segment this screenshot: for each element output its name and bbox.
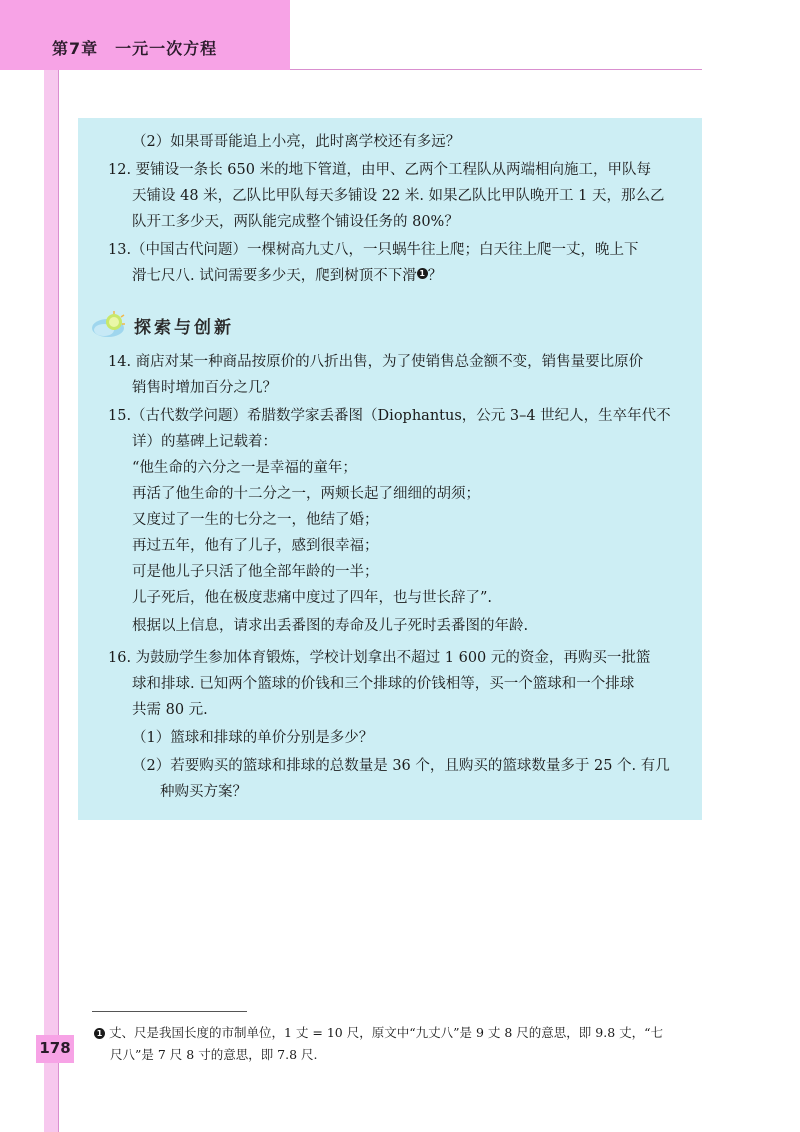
header-rule bbox=[290, 69, 702, 70]
epitaph-line-6: 儿子死后，他在极度悲痛中度过了四年，也与世长辞了”. bbox=[132, 590, 493, 606]
exercise-16-part1: （1）篮球和排球的单价分别是多少？ bbox=[132, 730, 374, 746]
exercise-11-part2: （2）如果哥哥能追上小亮，此时离学校还有多远？ bbox=[132, 134, 461, 150]
chapter-title: 第7章 一元一次方程 bbox=[52, 39, 218, 58]
exercise-16-line3: 共需 80 元. bbox=[132, 702, 208, 718]
exercise-12-line1: 12. 要铺设一条长 650 米的地下管道，由甲、乙两个工程队从两端相向施工，甲队每 bbox=[108, 162, 652, 178]
exercise-16-part2-line2: 种购买方案？ bbox=[160, 784, 247, 800]
epitaph-line-1: “他生命的六分之一是幸福的童年； bbox=[132, 460, 357, 476]
exercise-15-line1: 15.（古代数学问题）希腊数学家丢番图（Diophantus，公元 3–4 世纪人，生卒年代不 bbox=[108, 408, 671, 424]
exercise-12-line2: 天铺设 48 米，乙队比甲队每天多铺设 22 米. 如果乙队比甲队晚开工 1 天，那么乙 bbox=[132, 188, 665, 204]
margin-line bbox=[58, 70, 59, 1132]
exercise-12-line3: 队开工多少天，两队能完成整个铺设任务的 80%？ bbox=[132, 214, 459, 230]
chapter-tab bbox=[0, 0, 290, 70]
footnote-line-1 bbox=[94, 1024, 663, 1042]
epitaph-line-4: 再过五年，他有了儿子，感到很幸福； bbox=[132, 538, 379, 554]
exercise-13-end: ？ bbox=[427, 268, 443, 284]
footnote-text-1: 丈、尺是我国长度的市制单位，1 丈 = 10 尺，原文中“九丈八”是 9 丈 8 尺的意思，即 9.8 丈，“七 bbox=[108, 1025, 664, 1040]
footnote-number-icon: 1 bbox=[94, 1028, 105, 1039]
page-number-box bbox=[36, 1035, 74, 1063]
exercise-15-question: 根据以上信息，请求出丢番图的寿命及儿子死时丢番图的年龄. bbox=[132, 618, 529, 634]
margin-bar bbox=[44, 70, 58, 1132]
epitaph-line-3: 又度过了一生的七分之一，他结了婚； bbox=[132, 512, 379, 528]
exercise-14-line1: 14. 商店对某一种商品按原价的八折出售，为了使销售总金额不变，销售量要比原价 bbox=[108, 354, 644, 370]
exercise-15-line2: 详）的墓碑上记载着： bbox=[132, 434, 277, 450]
exercise-13-text: 滑七尺八. 试问需要多少天，爬到树顶不下滑 bbox=[132, 268, 417, 284]
epitaph-line-5: 可是他儿子只活了他全部年龄的一半； bbox=[132, 564, 379, 580]
epitaph-line-2: 再活了他生命的十二分之一，两颊长起了细细的胡须； bbox=[132, 486, 480, 502]
page-number: 178 bbox=[39, 1039, 71, 1057]
footnote-marker-icon[interactable]: 1 bbox=[417, 268, 428, 279]
exercise-16-line2: 球和排球. 已知两个篮球的价钱和三个排球的价钱相等，买一个篮球和一个排球 bbox=[132, 676, 635, 692]
exercise-16-line1: 16. 为鼓励学生参加体育锻炼，学校计划拿出不超过 1 600 元的资金，再购买一批篮 bbox=[108, 650, 651, 666]
lightbulb-cloud-icon bbox=[90, 310, 130, 340]
section-heading bbox=[90, 310, 234, 340]
footnote-line-2: 尺八”是 7 尺 8 寸的意思，即 7.8 尺. bbox=[110, 1047, 318, 1062]
exercise-13-line1: 13.（中国古代问题）一棵树高九丈八，一只蜗牛往上爬；白天往上爬一丈，晚上下 bbox=[108, 242, 639, 258]
footnote-rule bbox=[92, 1011, 247, 1012]
section-title: 探索与创新 bbox=[134, 317, 234, 338]
exercise-16-part2-line1: （2）若要购买的篮球和排球的总数量是 36 个，且购买的篮球数量多于 25 个. 有几 bbox=[132, 758, 670, 774]
exercise-13-line2 bbox=[132, 266, 442, 286]
exercise-14-line2: 销售时增加百分之几？ bbox=[132, 380, 277, 396]
